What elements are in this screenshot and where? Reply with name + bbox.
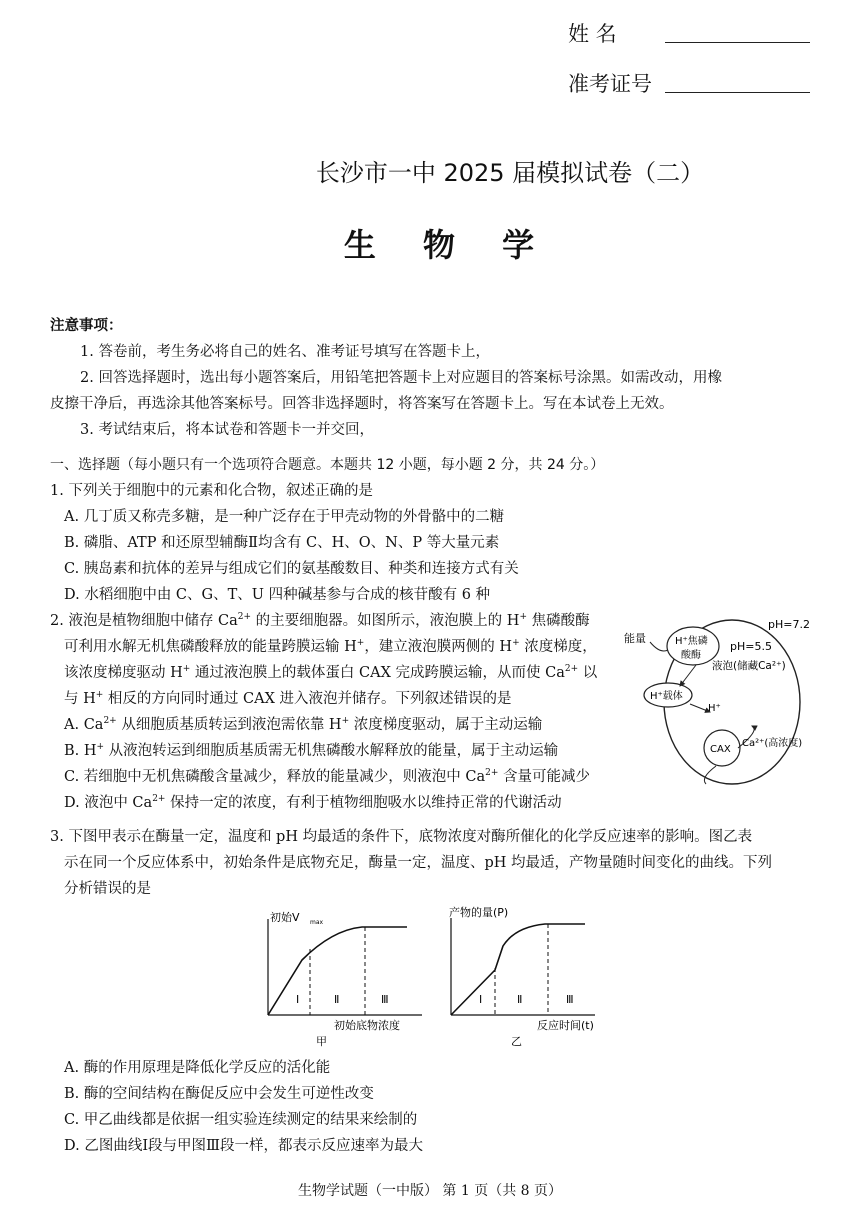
q2-stem-line-3: 该浓度梯度驱动 H+ 通过液泡膜上的载体蛋白 CAX 完成跨膜运输，从而使 $Ca^{2+}$ 以 bbox=[64, 664, 598, 681]
notes-heading: 注意事项： bbox=[50, 318, 123, 334]
cax-label: CAX bbox=[710, 744, 731, 755]
energy-arrow bbox=[650, 642, 668, 651]
yi-seg-3: Ⅲ bbox=[566, 993, 574, 1006]
figure-yi bbox=[445, 900, 615, 1050]
section-heading: 一、选择题（每小题只有一个选项符合题意。本题共 12 小题，每小题 2 分，共 24 分。） bbox=[50, 457, 605, 473]
yi-seg-1: Ⅰ bbox=[479, 993, 483, 1006]
yi-x-label: 反应时间(t) bbox=[537, 1019, 594, 1032]
exam-id-blank[interactable] bbox=[665, 92, 810, 93]
jia-seg-3: Ⅲ bbox=[381, 993, 389, 1006]
yi-caption: 乙 bbox=[511, 1035, 522, 1048]
q2-stem-line-4: 与 H+ 相反的方向同时通过 CAX 进入液泡并储存。下列叙述错误的是 bbox=[64, 690, 512, 707]
exam-title: 长沙市一中 2025 届模拟试卷（二） bbox=[315, 159, 705, 187]
vacuole-transport-diagram bbox=[620, 608, 820, 788]
ca-high-label: Ca²⁺(高浓度) bbox=[742, 738, 803, 749]
name-blank[interactable] bbox=[665, 42, 810, 43]
h-out-arrow bbox=[690, 704, 710, 712]
jia-caption: 甲 bbox=[316, 1035, 327, 1048]
jia-x-label: 初始底物浓度 bbox=[334, 1019, 400, 1032]
enzyme-label-1: H⁺焦磷 bbox=[675, 636, 708, 647]
h-plus-label: H⁺ bbox=[708, 703, 721, 714]
notes-item-2-line-2: 皮擦干净后，再选涂其他答案标号。回答非选择题时，将答案写在答题卡上。写在本试卷上无效。 bbox=[50, 396, 674, 412]
subject-title: 生 物 学 bbox=[343, 226, 553, 264]
q3-option-b[interactable]: B. 酶的空间结构在酶促反应中会发生可逆性改变 bbox=[64, 1086, 374, 1102]
jia-y-label: 初始V bbox=[270, 911, 300, 924]
vacuole-label: 液泡(储藏Ca²⁺) bbox=[712, 660, 786, 672]
notes-item-1: 1. 答卷前，考生务必将自己的姓名、准考证号填写在答题卡上， bbox=[80, 344, 490, 360]
q3-stem-line-1: 3. 下图甲表示在酶量一定，温度和 pH 均最适的条件下，底物浓度对酶所催化的化学反应速率的影响。图乙表 bbox=[50, 829, 753, 845]
q1-option-a[interactable]: A. 几丁质又称壳多糖，是一种广泛存在于甲壳动物的外骨骼中的二糖 bbox=[64, 509, 505, 525]
page-footer: 生物学试题（一中版） 第 1 页（共 8 页） bbox=[297, 1183, 563, 1199]
yi-seg-2: Ⅱ bbox=[517, 993, 523, 1006]
exam-id-label: 准考证号 bbox=[568, 72, 652, 96]
q3-stem-line-2: 示在同一个反应体系中，初始条件是底物充足，酶量一定，温度、pH 均最适，产物量随时间变化的曲线。下列 bbox=[64, 855, 773, 871]
jia-seg-2: Ⅱ bbox=[334, 993, 340, 1006]
q3-stem-line-3: 分析错误的是 bbox=[64, 881, 151, 897]
ph-inside-label: pH=5.5 bbox=[730, 640, 772, 653]
h-carrier-label: H⁺载体 bbox=[650, 691, 683, 702]
q2-stem-line-2: 可利用水解无机焦磷酸释放的能量跨膜运输 H+，建立液泡膜两侧的 H+ 浓度梯度， bbox=[64, 638, 597, 655]
energy-label: 能量 bbox=[624, 632, 646, 645]
h-flow-arrow bbox=[680, 665, 696, 686]
q2-option-c[interactable]: C. 若细胞中无机焦磷酸含量减少，释放的能量减少，则液泡中 $Ca^{2+}$ 含量可能减少 bbox=[64, 768, 591, 785]
q2-option-d[interactable]: D. 液泡中 $Ca^{2+}$ 保持一定的浓度，有利于植物细胞吸水以维持正常的代谢活动 bbox=[64, 794, 562, 811]
name-label: 姓 名 bbox=[568, 22, 617, 46]
q1-stem: 1. 下列关于细胞中的元素和化合物，叙述正确的是 bbox=[50, 483, 373, 499]
q3-option-d[interactable]: D. 乙图曲线Ⅰ段与甲图Ⅲ段一样，都表示反应速率为最大 bbox=[64, 1138, 424, 1154]
notes-item-2-line-1: 2. 回答选择题时，选出每小题答案后，用铅笔把答题卡上对应题目的答案标号涂黑。如需改动，用橡 bbox=[80, 370, 722, 386]
jia-seg-1: Ⅰ bbox=[296, 993, 300, 1006]
jia-y-label-sub: max bbox=[310, 919, 324, 926]
yi-y-label: 产物的量(P) bbox=[449, 906, 509, 919]
ph-outside-label: pH=7.2 bbox=[768, 618, 810, 631]
q2-option-b[interactable]: B. H+ 从液泡转运到细胞质基质需无机焦磷酸水解释放的能量，属于主动运输 bbox=[64, 742, 559, 759]
q3-option-c[interactable]: C. 甲乙曲线都是依据一组实验连续测定的结果来绘制的 bbox=[64, 1112, 418, 1128]
q1-option-b[interactable]: B. 磷脂、ATP 和还原型辅酶Ⅱ均含有 C、H、O、N、P 等大量元素 bbox=[64, 535, 500, 551]
figure-jia bbox=[262, 905, 432, 1050]
notes-item-3: 3. 考试结束后，将本试卷和答题卡一并交回， bbox=[80, 422, 374, 438]
q1-option-c[interactable]: C. 胰岛素和抗体的差异与组成它们的氨基酸数目、种类和连接方式有关 bbox=[64, 561, 519, 577]
q1-option-d[interactable]: D. 水稻细胞中由 C、G、T、U 四种碱基参与合成的核苷酸有 6 种 bbox=[64, 587, 491, 603]
q2-stem-line-1: 2. 液泡是植物细胞中储存 $Ca^{2+}$ 的主要细胞器。如图所示，液泡膜上的 H+ 焦磷酸酶 bbox=[50, 612, 590, 629]
q2-option-a[interactable]: A. $Ca^{2+}$ 从细胞质基质转运到液泡需依靠 H+ 浓度梯度驱动，属于主动运输 bbox=[64, 716, 543, 733]
enzyme-label-2: 酸酶 bbox=[681, 650, 701, 661]
q3-option-a[interactable]: A. 酶的作用原理是降低化学反应的活化能 bbox=[64, 1060, 331, 1076]
